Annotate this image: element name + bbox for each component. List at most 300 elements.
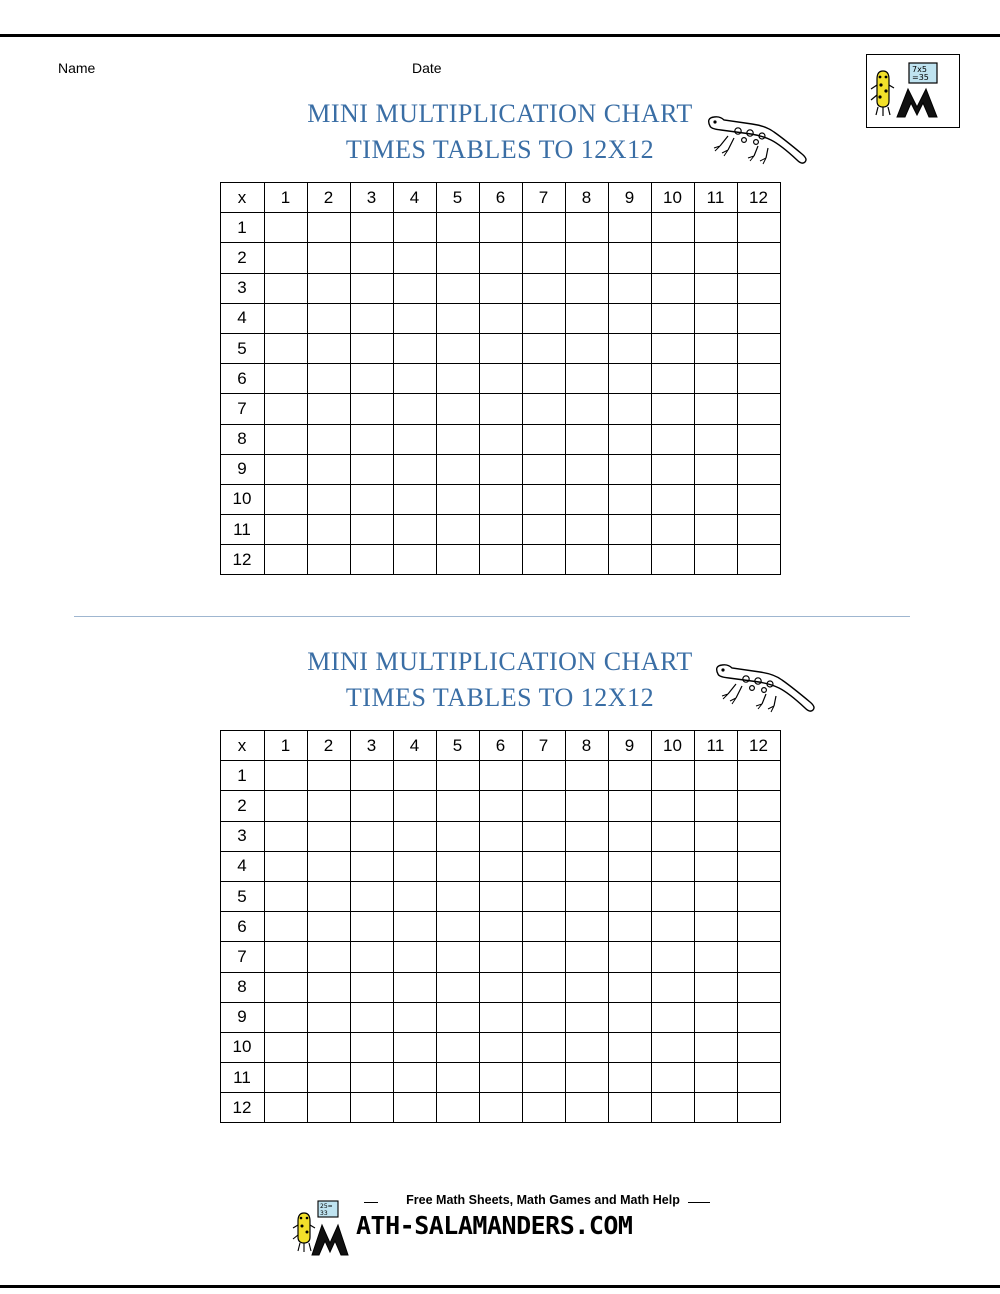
grid-cell[interactable] <box>350 303 393 333</box>
grid-cell[interactable] <box>737 1093 780 1123</box>
grid-cell[interactable] <box>737 881 780 911</box>
grid-cell[interactable] <box>651 545 694 575</box>
grid-cell[interactable] <box>651 484 694 514</box>
grid-cell[interactable] <box>608 881 651 911</box>
grid-cell[interactable] <box>737 243 780 273</box>
grid-cell[interactable] <box>436 394 479 424</box>
grid-cell[interactable] <box>307 364 350 394</box>
grid-cell[interactable] <box>565 912 608 942</box>
grid-cell[interactable] <box>307 394 350 424</box>
grid-cell[interactable] <box>608 1063 651 1093</box>
grid-cell[interactable] <box>307 1063 350 1093</box>
grid-cell[interactable] <box>694 881 737 911</box>
grid-cell[interactable] <box>651 1063 694 1093</box>
grid-cell[interactable] <box>522 1002 565 1032</box>
grid-cell[interactable] <box>565 821 608 851</box>
grid-cell[interactable] <box>393 851 436 881</box>
grid-cell[interactable] <box>307 333 350 363</box>
grid-cell[interactable] <box>737 273 780 303</box>
grid-cell[interactable] <box>565 364 608 394</box>
grid-cell[interactable] <box>436 484 479 514</box>
grid-cell[interactable] <box>651 364 694 394</box>
grid-cell[interactable] <box>479 791 522 821</box>
grid-cell[interactable] <box>608 1032 651 1062</box>
grid-cell[interactable] <box>608 942 651 972</box>
grid-cell[interactable] <box>350 454 393 484</box>
grid-cell[interactable] <box>307 454 350 484</box>
grid-cell[interactable] <box>608 303 651 333</box>
grid-cell[interactable] <box>436 213 479 243</box>
grid-cell[interactable] <box>737 424 780 454</box>
grid-cell[interactable] <box>694 333 737 363</box>
grid-cell[interactable] <box>737 912 780 942</box>
grid-cell[interactable] <box>307 1093 350 1123</box>
grid-cell[interactable] <box>608 515 651 545</box>
grid-cell[interactable] <box>479 912 522 942</box>
grid-cell[interactable] <box>393 364 436 394</box>
grid-cell[interactable] <box>522 791 565 821</box>
grid-cell[interactable] <box>694 821 737 851</box>
grid-cell[interactable] <box>307 545 350 575</box>
grid-cell[interactable] <box>350 333 393 363</box>
grid-cell[interactable] <box>436 545 479 575</box>
grid-cell[interactable] <box>350 394 393 424</box>
grid-cell[interactable] <box>522 364 565 394</box>
grid-cell[interactable] <box>350 484 393 514</box>
grid-cell[interactable] <box>436 303 479 333</box>
grid-cell[interactable] <box>694 942 737 972</box>
grid-cell[interactable] <box>436 333 479 363</box>
grid-cell[interactable] <box>522 1063 565 1093</box>
grid-cell[interactable] <box>737 761 780 791</box>
grid-cell[interactable] <box>393 821 436 851</box>
grid-cell[interactable] <box>608 424 651 454</box>
grid-cell[interactable] <box>608 1002 651 1032</box>
grid-cell[interactable] <box>307 761 350 791</box>
grid-cell[interactable] <box>694 1002 737 1032</box>
grid-cell[interactable] <box>522 213 565 243</box>
name-label: Name <box>58 60 96 76</box>
grid-cell[interactable] <box>694 1063 737 1093</box>
grid-cell[interactable] <box>694 424 737 454</box>
grid-cell[interactable] <box>264 881 307 911</box>
grid-cell[interactable] <box>522 545 565 575</box>
grid-cell[interactable] <box>608 454 651 484</box>
grid-cell[interactable] <box>479 851 522 881</box>
grid-cell[interactable] <box>264 851 307 881</box>
grid-cell[interactable] <box>694 303 737 333</box>
grid-cell[interactable] <box>737 1063 780 1093</box>
grid-cell[interactable] <box>737 454 780 484</box>
grid-cell[interactable] <box>522 243 565 273</box>
grid-cell[interactable] <box>264 1063 307 1093</box>
grid-cell[interactable] <box>651 515 694 545</box>
grid-cell[interactable] <box>694 972 737 1002</box>
grid-cell[interactable] <box>307 424 350 454</box>
grid-cell[interactable] <box>522 515 565 545</box>
grid-cell[interactable] <box>264 972 307 1002</box>
col-header: 8 <box>565 731 608 761</box>
grid-cell[interactable] <box>737 545 780 575</box>
grid-cell[interactable] <box>350 761 393 791</box>
grid-cell[interactable] <box>737 942 780 972</box>
grid-cell[interactable] <box>393 1063 436 1093</box>
grid-cell[interactable] <box>436 972 479 1002</box>
grid-cell[interactable] <box>651 791 694 821</box>
grid-cell[interactable] <box>479 821 522 851</box>
grid-cell[interactable] <box>479 243 522 273</box>
grid-cell[interactable] <box>393 273 436 303</box>
grid-cell[interactable] <box>350 912 393 942</box>
grid-cell[interactable] <box>565 972 608 1002</box>
grid-cell[interactable] <box>264 821 307 851</box>
grid-cell[interactable] <box>522 484 565 514</box>
grid-cell[interactable] <box>608 394 651 424</box>
table-row <box>220 454 780 484</box>
grid-cell[interactable] <box>565 1002 608 1032</box>
worksheet-title-2 <box>0 644 1000 716</box>
grid-cell[interactable] <box>393 1093 436 1123</box>
grid-cell[interactable] <box>307 273 350 303</box>
grid-cell[interactable] <box>565 213 608 243</box>
grid-cell[interactable] <box>350 424 393 454</box>
grid-cell[interactable] <box>694 1093 737 1123</box>
grid-cell[interactable] <box>264 484 307 514</box>
grid-cell[interactable] <box>436 454 479 484</box>
grid-cell[interactable] <box>737 1002 780 1032</box>
grid-cell[interactable] <box>565 881 608 911</box>
grid-cell[interactable] <box>694 912 737 942</box>
grid-cell[interactable] <box>694 273 737 303</box>
grid-cell[interactable] <box>479 484 522 514</box>
grid-cell[interactable] <box>608 273 651 303</box>
grid-cell[interactable] <box>737 972 780 1002</box>
grid-cell[interactable] <box>565 424 608 454</box>
grid-cell[interactable] <box>694 1032 737 1062</box>
grid-cell[interactable] <box>608 484 651 514</box>
grid-cell[interactable] <box>651 273 694 303</box>
grid-cell[interactable] <box>393 303 436 333</box>
grid-cell[interactable] <box>264 213 307 243</box>
grid-cell[interactable] <box>522 1093 565 1123</box>
grid-cell[interactable] <box>694 545 737 575</box>
grid-cell[interactable] <box>565 515 608 545</box>
bottom-border-rule <box>0 1285 1000 1288</box>
grid-cell[interactable] <box>264 1002 307 1032</box>
grid-cell[interactable] <box>307 515 350 545</box>
grid-cell[interactable] <box>651 1093 694 1123</box>
grid-cell[interactable] <box>436 243 479 273</box>
grid-cell[interactable] <box>350 1032 393 1062</box>
grid-cell[interactable] <box>479 303 522 333</box>
footer-website-url[interactable]: ATH-SALAMANDERS.COM <box>356 1211 633 1240</box>
grid-cell[interactable] <box>608 243 651 273</box>
grid-cell[interactable] <box>479 1093 522 1123</box>
grid-cell[interactable] <box>436 1063 479 1093</box>
grid-cell[interactable] <box>694 394 737 424</box>
grid-cell[interactable] <box>479 333 522 363</box>
grid-cell[interactable] <box>565 243 608 273</box>
grid-cell[interactable] <box>694 364 737 394</box>
grid-cell[interactable] <box>350 273 393 303</box>
grid-cell[interactable] <box>651 1032 694 1062</box>
grid-cell[interactable] <box>307 484 350 514</box>
grid-cell[interactable] <box>565 333 608 363</box>
multiplication-grid-2[interactable] <box>220 730 781 1123</box>
grid-cell[interactable] <box>436 1002 479 1032</box>
grid-cell[interactable] <box>565 1093 608 1123</box>
table-row <box>220 881 780 911</box>
grid-cell[interactable] <box>393 912 436 942</box>
grid-cell[interactable] <box>264 303 307 333</box>
grid-cell[interactable] <box>479 515 522 545</box>
table-row <box>220 1093 780 1123</box>
grid-cell[interactable] <box>608 364 651 394</box>
grid-cell[interactable] <box>264 912 307 942</box>
grid-cell[interactable] <box>737 851 780 881</box>
grid-cell[interactable] <box>479 424 522 454</box>
grid-cell[interactable] <box>737 364 780 394</box>
grid-cell[interactable] <box>307 972 350 1002</box>
grid-cell[interactable] <box>565 394 608 424</box>
grid-cell[interactable] <box>651 213 694 243</box>
grid-cell[interactable] <box>350 972 393 1002</box>
grid-cell[interactable] <box>264 333 307 363</box>
grid-cell[interactable] <box>393 1032 436 1062</box>
grid-cell[interactable] <box>479 942 522 972</box>
grid-cell[interactable] <box>436 942 479 972</box>
grid-cell[interactable] <box>264 515 307 545</box>
grid-cell[interactable] <box>393 394 436 424</box>
grid-cell[interactable] <box>436 761 479 791</box>
grid-cell[interactable] <box>264 791 307 821</box>
grid-cell[interactable] <box>479 1002 522 1032</box>
grid-cell[interactable] <box>651 394 694 424</box>
grid-cell[interactable] <box>479 213 522 243</box>
grid-cell[interactable] <box>608 851 651 881</box>
grid-cell[interactable] <box>522 454 565 484</box>
grid-cell[interactable] <box>307 851 350 881</box>
grid-cell[interactable] <box>350 545 393 575</box>
grid-cell[interactable] <box>436 821 479 851</box>
grid-cell[interactable] <box>737 213 780 243</box>
grid-cell[interactable] <box>522 912 565 942</box>
grid-cell[interactable] <box>264 273 307 303</box>
grid-cell[interactable] <box>350 243 393 273</box>
grid-cell[interactable] <box>522 303 565 333</box>
grid-cell[interactable] <box>307 881 350 911</box>
grid-cell[interactable] <box>479 881 522 911</box>
grid-cell[interactable] <box>393 791 436 821</box>
grid-cell[interactable] <box>651 942 694 972</box>
grid-cell[interactable] <box>522 394 565 424</box>
grid-cell[interactable] <box>737 791 780 821</box>
grid-cell[interactable] <box>608 761 651 791</box>
grid-cell[interactable] <box>307 243 350 273</box>
grid-cell[interactable] <box>436 364 479 394</box>
grid-cell[interactable] <box>651 761 694 791</box>
grid-cell[interactable] <box>565 791 608 821</box>
grid-cell[interactable] <box>350 1002 393 1032</box>
grid-cell[interactable] <box>522 333 565 363</box>
grid-cell[interactable] <box>350 821 393 851</box>
grid-cell[interactable] <box>694 791 737 821</box>
grid-cell[interactable] <box>694 454 737 484</box>
grid-cell[interactable] <box>436 273 479 303</box>
grid-cell[interactable] <box>737 333 780 363</box>
grid-cell[interactable] <box>651 851 694 881</box>
grid-cell[interactable] <box>565 273 608 303</box>
grid-cell[interactable] <box>350 851 393 881</box>
grid-cell[interactable] <box>479 1063 522 1093</box>
grid-cell[interactable] <box>737 515 780 545</box>
grid-cell[interactable] <box>436 851 479 881</box>
grid-cell[interactable] <box>350 881 393 911</box>
grid-cell[interactable] <box>608 912 651 942</box>
grid-cell[interactable] <box>307 1032 350 1062</box>
grid-cell[interactable] <box>694 484 737 514</box>
grid-cell[interactable] <box>479 1032 522 1062</box>
grid-cell[interactable] <box>651 243 694 273</box>
grid-cell[interactable] <box>651 303 694 333</box>
grid-cell[interactable] <box>608 821 651 851</box>
grid-cell[interactable] <box>350 791 393 821</box>
grid-cell[interactable] <box>436 881 479 911</box>
grid-cell[interactable] <box>737 1032 780 1062</box>
grid-cell[interactable] <box>522 851 565 881</box>
grid-cell[interactable] <box>522 942 565 972</box>
grid-cell[interactable] <box>393 333 436 363</box>
grid-cell[interactable] <box>436 912 479 942</box>
grid-cell[interactable] <box>393 942 436 972</box>
grid-cell[interactable] <box>608 213 651 243</box>
grid-cell[interactable] <box>479 394 522 424</box>
grid-cell[interactable] <box>651 972 694 1002</box>
grid-cell[interactable] <box>350 942 393 972</box>
grid-cell[interactable] <box>264 243 307 273</box>
grid-cell[interactable] <box>522 821 565 851</box>
row-header: 4 <box>220 851 264 881</box>
row-header: 9 <box>220 1002 264 1032</box>
grid-cell[interactable] <box>307 912 350 942</box>
grid-cell[interactable] <box>522 881 565 911</box>
grid-cell[interactable] <box>651 333 694 363</box>
grid-cell[interactable] <box>565 484 608 514</box>
grid-cell[interactable] <box>393 972 436 1002</box>
grid-cell[interactable] <box>264 545 307 575</box>
grid-cell[interactable] <box>694 243 737 273</box>
grid-cell[interactable] <box>565 303 608 333</box>
grid-cell[interactable] <box>307 303 350 333</box>
grid-cell[interactable] <box>307 213 350 243</box>
grid-cell[interactable] <box>651 912 694 942</box>
grid-cell[interactable] <box>264 1093 307 1123</box>
grid-cell[interactable] <box>522 972 565 1002</box>
grid-cell[interactable] <box>565 545 608 575</box>
grid-cell[interactable] <box>350 515 393 545</box>
grid-cell[interactable] <box>651 454 694 484</box>
grid-cell[interactable] <box>737 821 780 851</box>
grid-cell[interactable] <box>307 791 350 821</box>
grid-cell[interactable] <box>608 1093 651 1123</box>
grid-cell[interactable] <box>651 881 694 911</box>
grid-cell[interactable] <box>264 761 307 791</box>
grid-cell[interactable] <box>393 761 436 791</box>
multiplication-grid-1[interactable] <box>220 182 781 575</box>
grid-cell[interactable] <box>694 213 737 243</box>
grid-cell[interactable] <box>393 484 436 514</box>
grid-cell[interactable] <box>522 761 565 791</box>
grid-cell[interactable] <box>393 243 436 273</box>
grid-cell[interactable] <box>350 1063 393 1093</box>
grid-cell[interactable] <box>264 942 307 972</box>
grid-cell[interactable] <box>565 851 608 881</box>
grid-cell[interactable] <box>307 942 350 972</box>
grid-cell[interactable] <box>651 821 694 851</box>
grid-cell[interactable] <box>737 484 780 514</box>
grid-cell[interactable] <box>565 1063 608 1093</box>
grid-cell[interactable] <box>479 454 522 484</box>
grid-cell[interactable] <box>694 851 737 881</box>
grid-cell[interactable] <box>522 273 565 303</box>
grid-cell[interactable] <box>436 791 479 821</box>
grid-cell[interactable] <box>393 424 436 454</box>
grid-cell[interactable] <box>393 545 436 575</box>
grid-cell[interactable] <box>608 972 651 1002</box>
grid-cell[interactable] <box>565 942 608 972</box>
grid-cell[interactable] <box>479 364 522 394</box>
grid-cell[interactable] <box>608 791 651 821</box>
grid-cell[interactable] <box>608 333 651 363</box>
grid-cell[interactable] <box>565 1032 608 1062</box>
grid-cell[interactable] <box>264 424 307 454</box>
grid-cell[interactable] <box>522 424 565 454</box>
grid-cell[interactable] <box>393 1002 436 1032</box>
grid-cell[interactable] <box>393 213 436 243</box>
grid-cell[interactable] <box>565 761 608 791</box>
grid-cell[interactable] <box>350 213 393 243</box>
grid-cell[interactable] <box>393 454 436 484</box>
grid-cell[interactable] <box>737 303 780 333</box>
grid-cell[interactable] <box>608 545 651 575</box>
grid-cell[interactable] <box>393 515 436 545</box>
grid-cell[interactable] <box>264 394 307 424</box>
grid-cell[interactable] <box>350 1093 393 1123</box>
grid-cell[interactable] <box>436 515 479 545</box>
grid-cell[interactable] <box>393 881 436 911</box>
grid-cell[interactable] <box>479 761 522 791</box>
grid-cell[interactable] <box>264 1032 307 1062</box>
grid-cell[interactable] <box>737 394 780 424</box>
grid-cell[interactable] <box>436 1093 479 1123</box>
grid-cell[interactable] <box>307 821 350 851</box>
grid-cell[interactable] <box>694 515 737 545</box>
grid-cell[interactable] <box>651 1002 694 1032</box>
grid-cell[interactable] <box>651 424 694 454</box>
grid-cell[interactable] <box>264 454 307 484</box>
grid-cell[interactable] <box>264 364 307 394</box>
grid-cell[interactable] <box>350 364 393 394</box>
grid-cell[interactable] <box>307 1002 350 1032</box>
grid-cell[interactable] <box>479 972 522 1002</box>
grid-cell[interactable] <box>565 454 608 484</box>
grid-cell[interactable] <box>436 424 479 454</box>
grid-cell[interactable] <box>479 273 522 303</box>
grid-cell[interactable] <box>522 1032 565 1062</box>
grid-cell[interactable] <box>436 1032 479 1062</box>
grid-cell[interactable] <box>479 545 522 575</box>
grid-cell[interactable] <box>694 761 737 791</box>
